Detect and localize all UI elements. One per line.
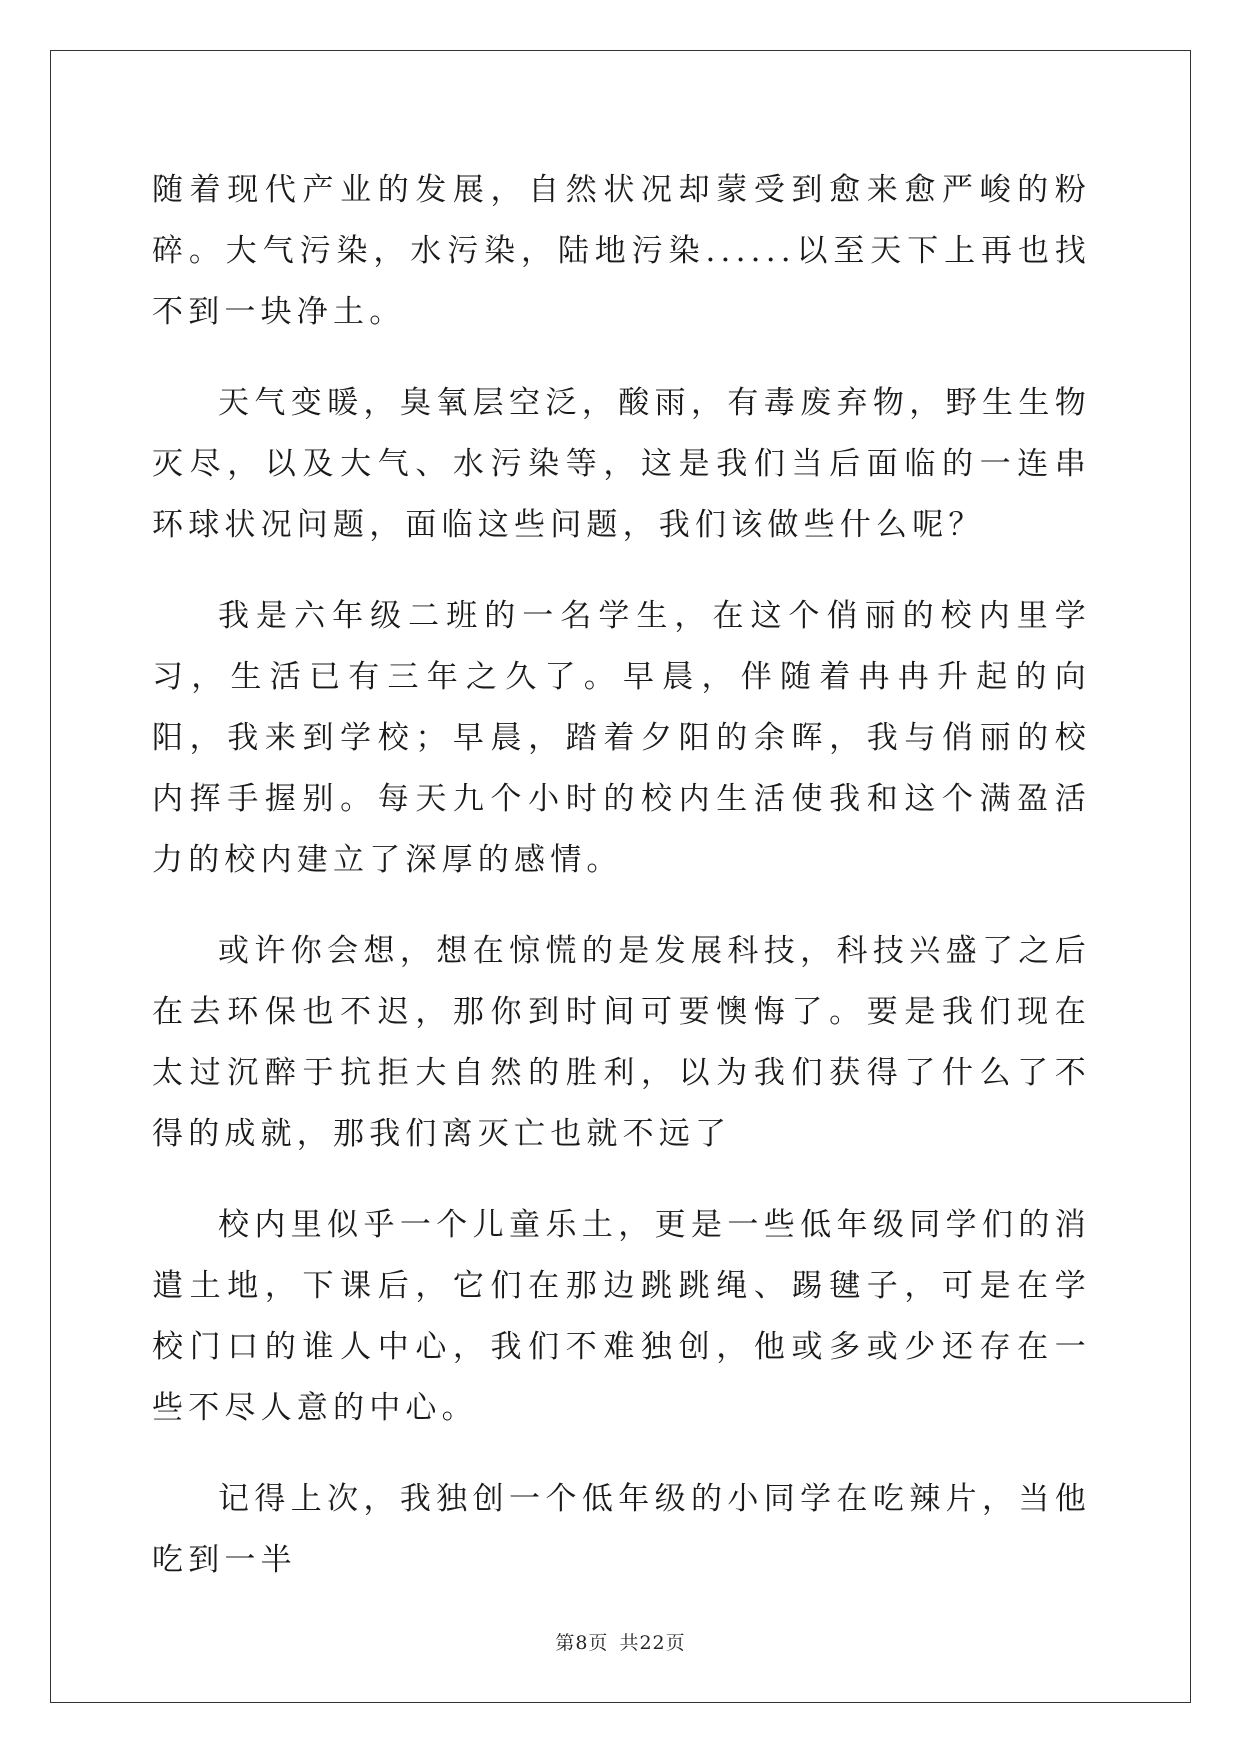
paragraph-1: 随着现代产业的发展，自然状况却蒙受到愈来愈严峻的粉碎。大气污染，水污染，陆地污染......以至天下上再也找不到一块净土。 xyxy=(152,172,1091,330)
page-total: 共22页 xyxy=(619,1632,686,1654)
paragraph-3: 我是六年级二班的一名学生，在这个俏丽的校内里学习，生活已有三年之久了。早晨，伴随着冉冉升起的向阳，我来到学校；早晨，踏着夕阳的余晖，我与俏丽的校内挥手握别。每天九个小时的校内生活使我和这个满盈活力的校内建立了深厚的感情。 xyxy=(152,598,1091,878)
document-body xyxy=(152,160,1091,1621)
paragraph-2: 天气变暖，臭氧层空泛，酸雨，有毒废弃物，野生生物灭尽，以及大气、水污染等，这是我们当后面临的一连串环球状况问题，面临这些问题，我们该做些什么呢？ xyxy=(152,385,1091,543)
page-footer xyxy=(0,1628,1241,1655)
paragraph-6: 记得上次，我独创一个低年级的小同学在吃辣片，当他吃到一半 xyxy=(152,1481,1091,1578)
paragraph-4: 或许你会想，想在惊慌的是发展科技，科技兴盛了之后在去环保也不迟，那你到时间可要懊悔了。要是我们现在太过沉醉于抗拒大自然的胜利，以为我们获得了什么了不得的成就，那我们离灭亡也就不远了 xyxy=(152,933,1091,1152)
page-number: 第8页 xyxy=(555,1632,609,1654)
paragraph-5: 校内里似乎一个儿童乐土，更是一些低年级同学们的消遣土地，下课后，它们在那边跳跳绳、踢毽子，可是在学校门口的谁人中心，我们不难独创，他或多或少还存在一些不尽人意的中心。 xyxy=(152,1207,1091,1426)
